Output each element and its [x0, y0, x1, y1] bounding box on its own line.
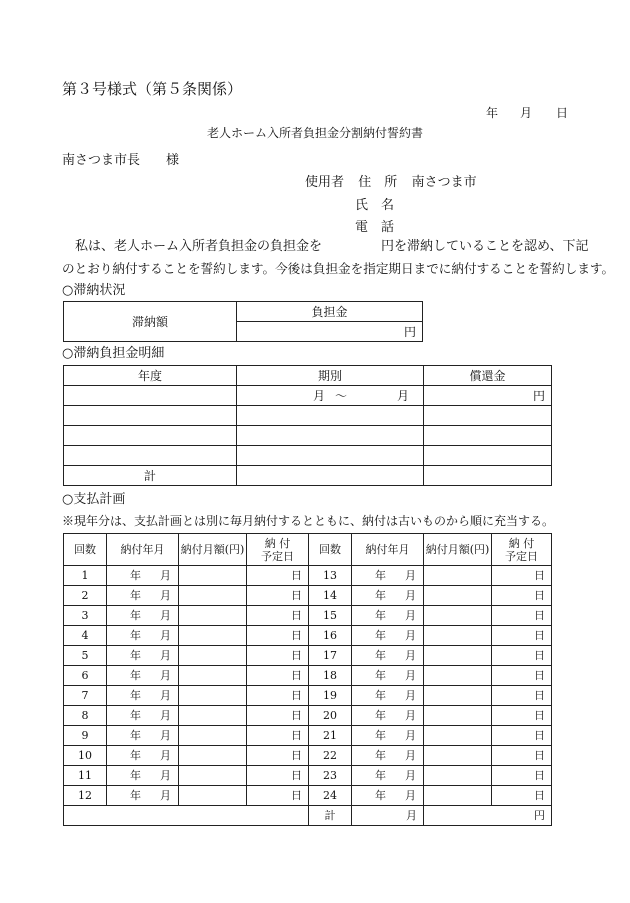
plan-year-month: 年 月: [107, 686, 179, 706]
plan-header-amount-2: 納付月額(円): [424, 534, 492, 566]
plan-due-day: 日: [492, 786, 552, 806]
plan-amount: [424, 586, 492, 606]
document-heading: 老人ホーム入所者負担金分割納付誓約書: [206, 126, 423, 140]
table-row: [64, 686, 552, 706]
table-row: [64, 406, 552, 426]
plan-due-day: 日: [247, 566, 309, 586]
table-row: [64, 646, 552, 666]
section-arrears-status: ○滞納状況: [62, 283, 126, 298]
plan-total-label: 計: [309, 806, 352, 826]
plan-year-month: 年 月: [352, 746, 424, 766]
table-row: [64, 766, 552, 786]
plan-amount: [424, 686, 492, 706]
address-value: 南さつま市: [411, 175, 477, 190]
plan-year-month: 年 月: [107, 746, 179, 766]
plan-count: 16: [309, 626, 352, 646]
plan-year-month: 年 月: [352, 686, 424, 706]
burden-column-header: 負担金: [237, 302, 423, 322]
plan-amount: [179, 786, 247, 806]
plan-year-month: 年 月: [107, 666, 179, 686]
plan-amount: [424, 726, 492, 746]
plan-total-month: 月: [352, 806, 424, 826]
table-row: [64, 726, 552, 746]
plan-due-day: 日: [492, 686, 552, 706]
paragraph-line1-a: 私は、老人ホーム入所者負担金の負担金を: [75, 239, 323, 254]
plan-count: 2: [64, 586, 107, 606]
plan-year-month: 年 月: [352, 606, 424, 626]
plan-due-day: 日: [492, 586, 552, 606]
repayment-cell: 円: [424, 386, 552, 406]
plan-due-day: 日: [247, 766, 309, 786]
arrears-detail-table: [63, 365, 552, 486]
table-row: [64, 446, 552, 466]
plan-due-day: 日: [247, 626, 309, 646]
payment-plan-table: [63, 533, 552, 826]
user-address-line: [305, 171, 477, 190]
plan-amount: [179, 706, 247, 726]
phone-label: 電 話: [355, 220, 395, 235]
addressee: 南さつま市長 様: [62, 153, 180, 168]
plan-due-day: 日: [247, 706, 309, 726]
plan-amount: [179, 626, 247, 646]
section-payment-plan: ○支払計画: [62, 492, 126, 507]
plan-due-day: 日: [247, 646, 309, 666]
plan-count: 21: [309, 726, 352, 746]
table-row: [64, 786, 552, 806]
plan-due-day: 日: [492, 646, 552, 666]
plan-count: 13: [309, 566, 352, 586]
plan-year-month: 年 月: [352, 766, 424, 786]
plan-year-month: 年 月: [107, 566, 179, 586]
plan-count: 12: [64, 786, 107, 806]
plan-year-month: 年 月: [352, 666, 424, 686]
plan-amount: [424, 566, 492, 586]
table-row: [64, 666, 552, 686]
table-row: [64, 706, 552, 726]
plan-header-count-2: 回数: [309, 534, 352, 566]
plan-year-month: 年 月: [107, 646, 179, 666]
plan-count: 9: [64, 726, 107, 746]
plan-amount: [179, 586, 247, 606]
burden-amount-cell: 円: [237, 322, 423, 342]
plan-header-due: 納 付 予定日: [247, 534, 309, 566]
plan-count: 7: [64, 686, 107, 706]
plan-count: 11: [64, 766, 107, 786]
plan-amount: [179, 746, 247, 766]
plan-count: 24: [309, 786, 352, 806]
plan-year-month: 年 月: [107, 766, 179, 786]
plan-count: 20: [309, 706, 352, 726]
plan-year-month: 年 月: [352, 646, 424, 666]
table-row: [64, 746, 552, 766]
plan-header-due-2: 納 付 予定日: [492, 534, 552, 566]
plan-count: 22: [309, 746, 352, 766]
plan-amount: [424, 646, 492, 666]
detail-header-period: 期別: [237, 366, 424, 386]
plan-amount: [424, 746, 492, 766]
plan-total-row: [64, 806, 552, 826]
plan-year-month: 年 月: [107, 626, 179, 646]
plan-year-month: 年 月: [107, 706, 179, 726]
plan-due-day: 日: [247, 726, 309, 746]
plan-header-month-2: 納付年月: [352, 534, 424, 566]
arrears-amount-label: 滞納額: [64, 302, 237, 342]
plan-count: 8: [64, 706, 107, 726]
plan-count: 18: [309, 666, 352, 686]
plan-count: 6: [64, 666, 107, 686]
plan-year-month: 年 月: [352, 786, 424, 806]
user-label: 使用者: [305, 175, 345, 190]
arrears-status-table: [63, 301, 423, 342]
plan-count: 4: [64, 626, 107, 646]
period-cell: 月 ～ 月: [237, 386, 424, 406]
plan-due-day: 日: [492, 566, 552, 586]
plan-due-day: 日: [247, 666, 309, 686]
plan-due-day: 日: [492, 626, 552, 646]
plan-due-day: 日: [492, 666, 552, 686]
plan-year-month: 年 月: [352, 566, 424, 586]
plan-amount: [179, 766, 247, 786]
plan-amount: [424, 606, 492, 626]
plan-amount: [424, 706, 492, 726]
plan-due-day: 日: [492, 706, 552, 726]
table-row: [64, 466, 552, 486]
plan-amount: [179, 726, 247, 746]
plan-count: 1: [64, 566, 107, 586]
plan-count: 10: [64, 746, 107, 766]
plan-year-month: 年 月: [107, 726, 179, 746]
plan-amount: [424, 666, 492, 686]
table-row: [64, 386, 552, 406]
table-row: [64, 626, 552, 646]
plan-year-month: 年 月: [352, 706, 424, 726]
date-month: 月: [520, 106, 533, 120]
date-line: [486, 104, 568, 121]
plan-count: 17: [309, 646, 352, 666]
plan-count: 19: [309, 686, 352, 706]
plan-amount: [424, 766, 492, 786]
plan-year-month: 年 月: [352, 586, 424, 606]
plan-year-month: 年 月: [352, 626, 424, 646]
plan-due-day: 日: [247, 786, 309, 806]
plan-year-month: 年 月: [107, 586, 179, 606]
plan-due-day: 日: [492, 726, 552, 746]
detail-header-year: 年度: [64, 366, 237, 386]
plan-due-day: 日: [492, 766, 552, 786]
plan-due-day: 日: [247, 606, 309, 626]
paragraph-line2: のとおり納付することを誓約します。今後は負担金を指定期日までに納付することを誓約します。: [62, 261, 615, 276]
plan-header-count: 回数: [64, 534, 107, 566]
address-label: 住 所: [358, 175, 398, 190]
plan-count: 3: [64, 606, 107, 626]
plan-due-day: 日: [247, 686, 309, 706]
form-number: 第３号様式（第５条関係）: [62, 80, 243, 98]
plan-count: 14: [309, 586, 352, 606]
plan-amount: [179, 646, 247, 666]
plan-header-month: 納付年月: [107, 534, 179, 566]
table-row: [64, 566, 552, 586]
plan-amount: [179, 666, 247, 686]
plan-due-day: 日: [492, 746, 552, 766]
table-row: [64, 586, 552, 606]
detail-header-repayment: 償還金: [424, 366, 552, 386]
paragraph-line1-b: 円を滞納していることを認め、下記: [381, 239, 589, 254]
plan-header-amount: 納付月額(円): [179, 534, 247, 566]
plan-amount: [424, 786, 492, 806]
plan-due-day: 日: [247, 746, 309, 766]
detail-total-label: 計: [64, 466, 237, 486]
payment-note: ※現年分は、支払計画とは別に毎月納付するとともに、納付は古いものから順に充当する。: [62, 514, 555, 528]
plan-count: 5: [64, 646, 107, 666]
plan-amount: [179, 566, 247, 586]
plan-total-yen: 円: [424, 806, 552, 826]
plan-due-day: 日: [247, 586, 309, 606]
plan-amount: [179, 606, 247, 626]
name-label: 氏 名: [355, 198, 395, 213]
plan-year-month: 年 月: [107, 606, 179, 626]
table-row: [64, 426, 552, 446]
plan-count: 15: [309, 606, 352, 626]
plan-year-month: 年 月: [107, 786, 179, 806]
date-year: 年: [486, 106, 499, 120]
plan-due-day: 日: [492, 606, 552, 626]
plan-count: 23: [309, 766, 352, 786]
section-arrears-detail: ○滞納負担金明細: [62, 346, 165, 361]
plan-amount: [179, 686, 247, 706]
plan-amount: [424, 626, 492, 646]
plan-year-month: 年 月: [352, 726, 424, 746]
date-day: 日: [556, 106, 569, 120]
table-row: [64, 606, 552, 626]
